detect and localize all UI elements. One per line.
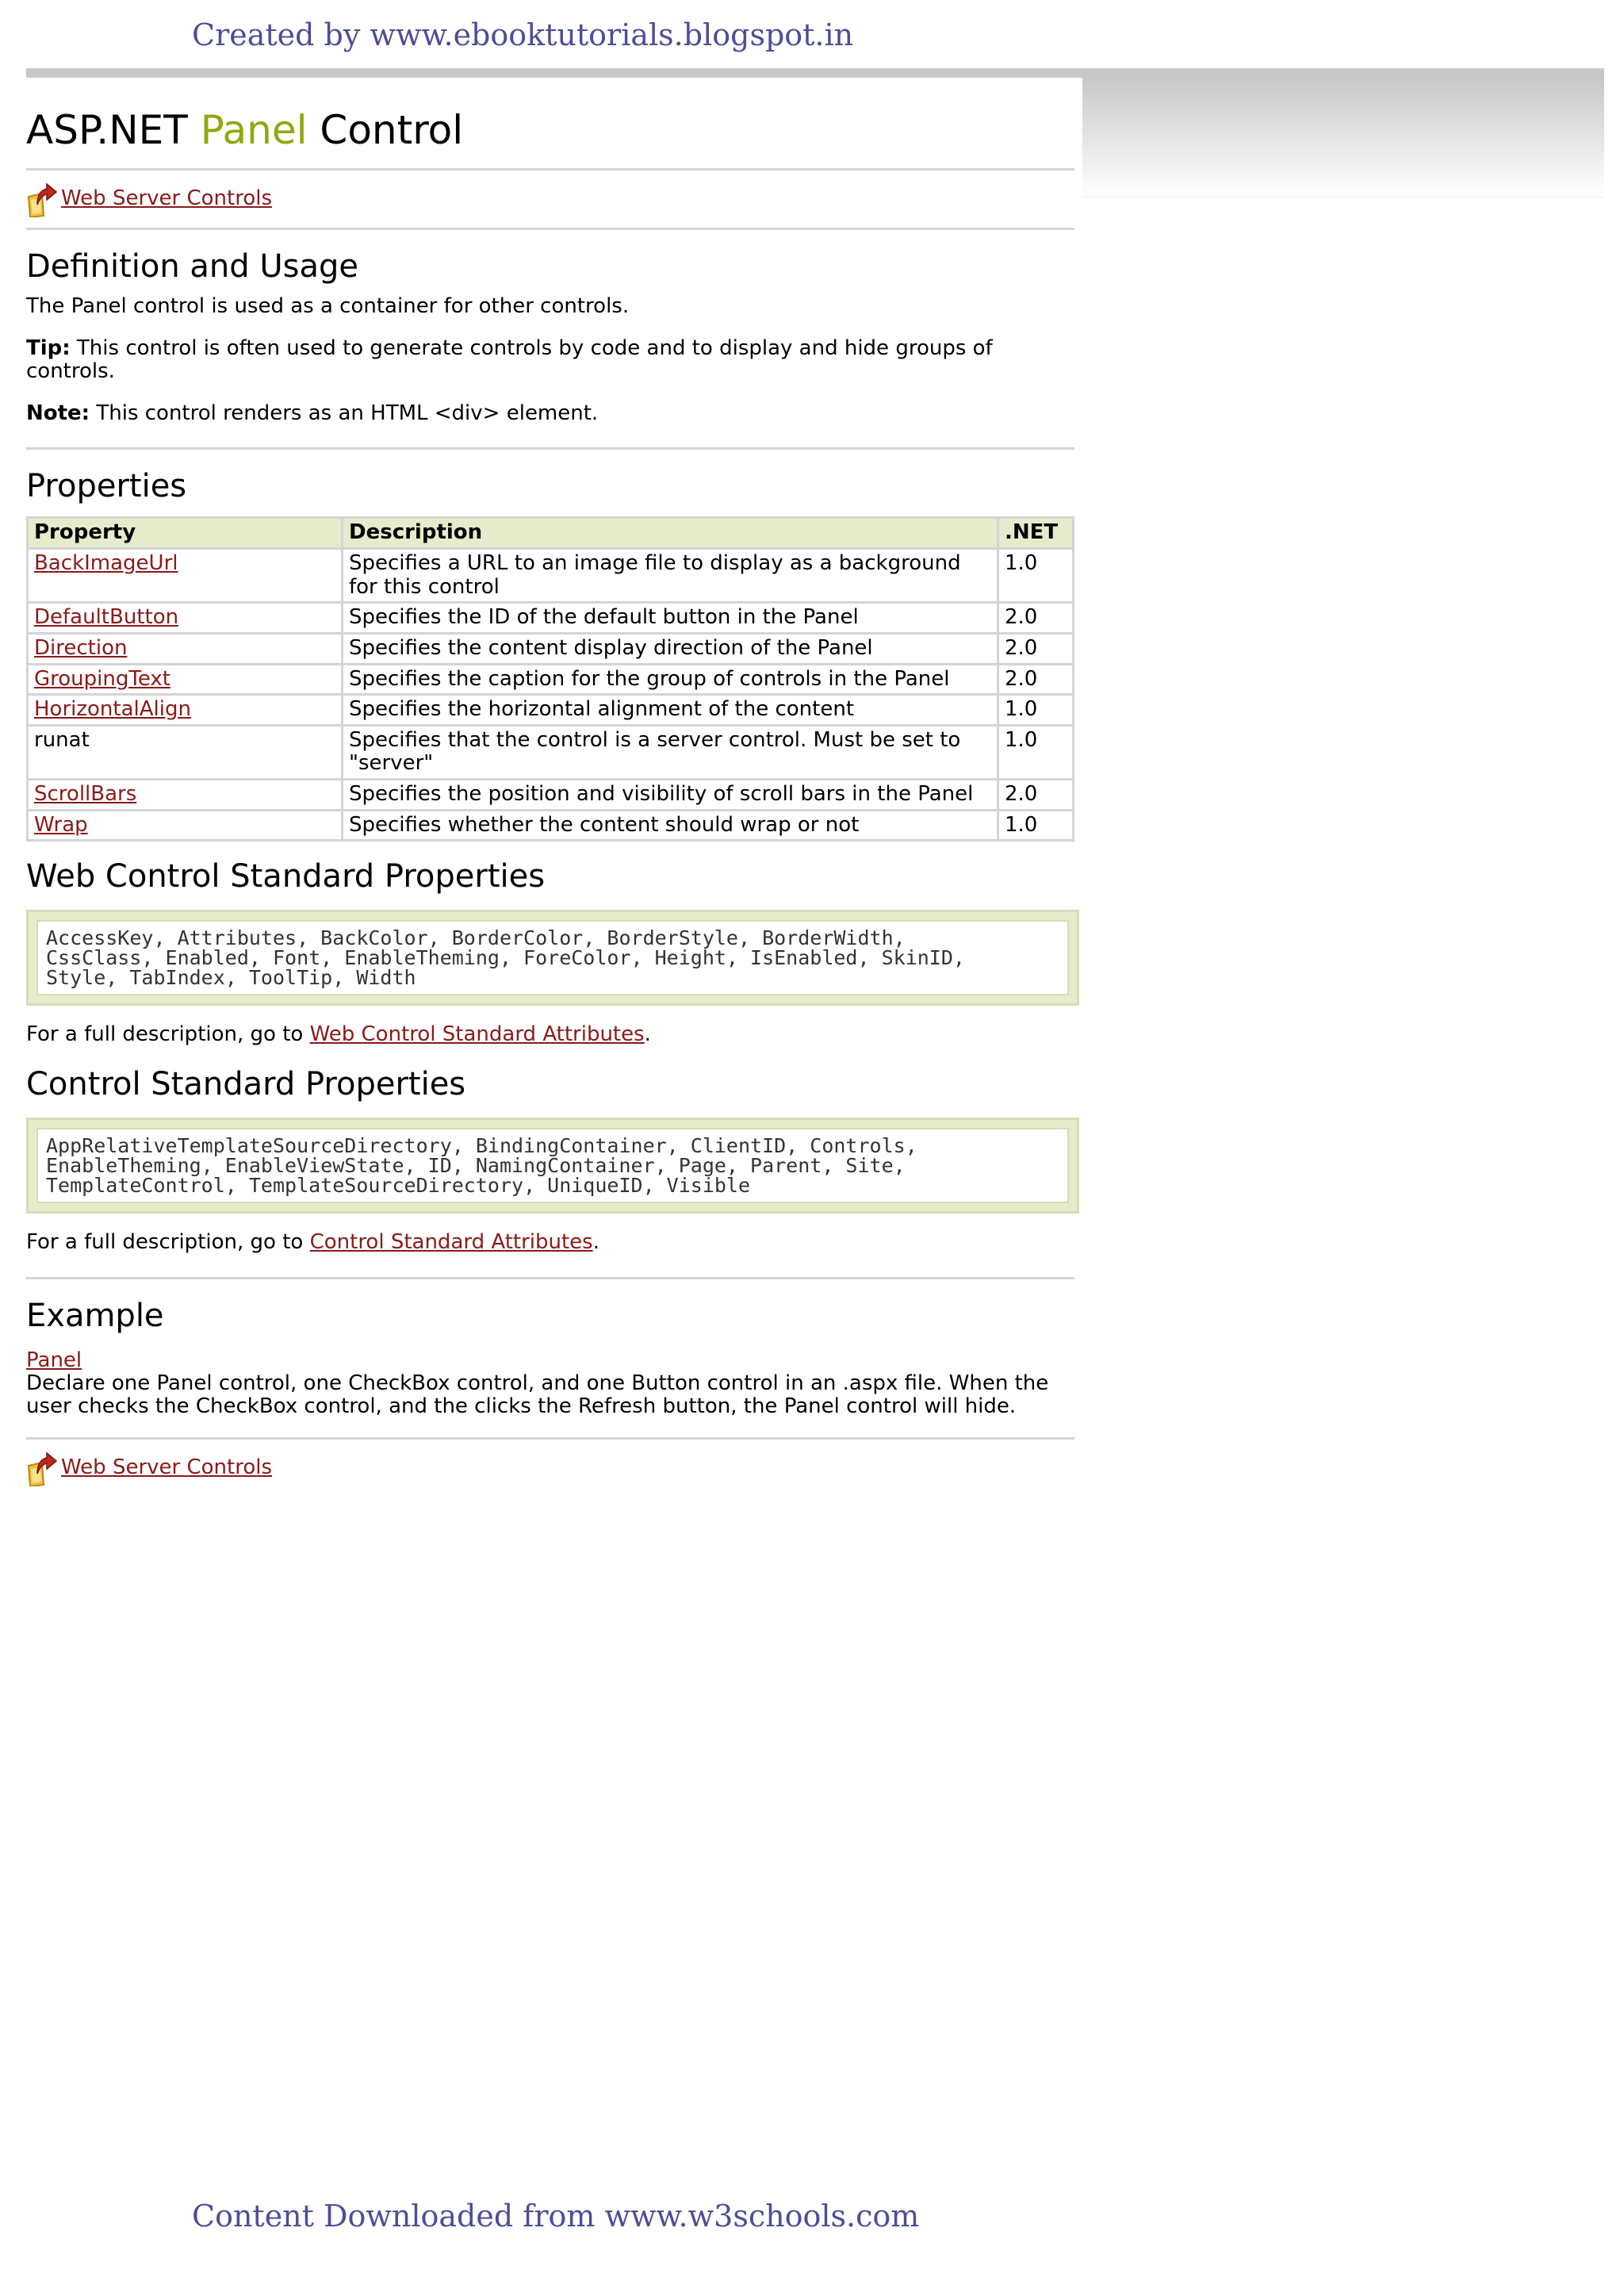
desc-period: . (592, 1230, 599, 1255)
property-description: Specifies a URL to an image file to display as a background for this control (343, 549, 998, 603)
web-server-controls-link-top[interactable]: Web Server Controls (61, 186, 273, 211)
title-suffix: Control (307, 107, 464, 153)
table-row (28, 603, 1074, 634)
example-link-line (26, 1349, 1074, 1372)
properties-table (26, 516, 1074, 842)
table-row (28, 633, 1074, 664)
page-title (26, 106, 1074, 154)
web-server-controls-link-bottom[interactable]: Web Server Controls (61, 1455, 273, 1480)
property-link[interactable]: Wrap (34, 812, 88, 837)
example-heading: Example (26, 1297, 164, 1334)
note-text: This control renders as an HTML <div> element. (90, 401, 599, 426)
header-property: Property (28, 518, 343, 549)
property-net-version: 2.0 (998, 633, 1074, 664)
property-net-version: 1.0 (998, 725, 1074, 779)
web-control-standard-code (36, 920, 1069, 995)
panel-example-link[interactable]: Panel (26, 1348, 82, 1372)
property-description: Specifies whether the content should wrap or not (343, 810, 998, 841)
web-control-standard-desc (26, 1023, 1074, 1046)
top-divider-bar (26, 68, 1604, 78)
table-row (28, 664, 1074, 695)
side-gradient-panel (1082, 78, 1604, 197)
property-name-cell (28, 664, 343, 695)
tip-paragraph (26, 337, 1074, 383)
example-description: Declare one Panel control, one CheckBox control, and one Button control in an .aspx file. When the user checks the CheckBox control, and the clicks the Refresh button, the Panel control will hide. (26, 1371, 1049, 1418)
desc-text: For a full description, go to (26, 1022, 310, 1047)
definition-text: The Panel control is used as a container for other controls. (26, 294, 630, 318)
property-link[interactable]: DefaultButton (34, 605, 179, 630)
title-prefix: ASP.NET (26, 107, 201, 153)
code-line: AppRelativeTemplateSourceDirectory, BindingContainer, ClientID, Controls, (46, 1134, 917, 1158)
property-net-version: 1.0 (998, 695, 1074, 726)
table-row (28, 780, 1074, 811)
property-name-cell (28, 780, 343, 811)
property-name-cell (28, 725, 343, 779)
property-net-version: 2.0 (998, 664, 1074, 695)
desc-text: For a full description, go to (26, 1230, 310, 1255)
property-description: Specifies the caption for the group of controls in the Panel (343, 664, 998, 695)
header-net: .NET (998, 518, 1074, 549)
tip-text: This control is often used to generate controls by code and to display and hide groups of controls. (26, 336, 993, 384)
control-standard-heading: Control Standard Properties (26, 1066, 466, 1103)
property-description: Specifies the ID of the default button in the Panel (343, 603, 998, 634)
property-name-cell (28, 633, 343, 664)
main-content (26, 78, 1074, 1497)
property-net-version: 1.0 (998, 810, 1074, 841)
control-standard-code (36, 1128, 1069, 1203)
property-name-cell (28, 810, 343, 841)
table-row (28, 725, 1074, 779)
control-standard-attributes-link[interactable]: Control Standard Attributes (309, 1230, 593, 1255)
control-standard-desc (26, 1231, 1074, 1254)
web-control-standard-box (26, 910, 1079, 1006)
property-name-cell (28, 603, 343, 634)
up-folder-icon[interactable] (26, 181, 58, 217)
web-control-standard-heading: Web Control Standard Properties (26, 858, 546, 895)
desc-period: . (644, 1022, 651, 1047)
property-link[interactable]: GroupingText (34, 666, 170, 691)
title-accent: Panel (200, 107, 308, 153)
property-description: Specifies the content display direction of the Panel (343, 633, 998, 664)
code-line: EnableTheming, EnableViewState, ID, NamingContainer, Page, Parent, Site, (46, 1154, 906, 1178)
note-label: Note: (26, 401, 90, 426)
up-folder-icon[interactable] (26, 1450, 58, 1486)
properties-heading: Properties (26, 468, 187, 505)
tip-label: Tip: (26, 336, 71, 361)
property-link[interactable]: ScrollBars (34, 782, 137, 807)
property-name-cell (28, 549, 343, 603)
code-line: AccessKey, Attributes, BackColor, BorderColor, BorderStyle, BorderWidth, (46, 926, 906, 950)
nav-bottom (26, 1440, 1074, 1497)
footer-credit: Content Downloaded from www.w3schools.com (192, 2199, 920, 2234)
nav-top (26, 171, 1074, 228)
code-line: Style, TabIndex, ToolTip, Width (46, 966, 416, 990)
property-name: runat (34, 727, 90, 752)
web-control-standard-attributes-link[interactable]: Web Control Standard Attributes (309, 1022, 645, 1047)
property-link[interactable]: HorizontalAlign (34, 697, 191, 722)
note-paragraph (26, 402, 1074, 425)
header-credit: Created by www.ebooktutorials.blogspot.in (192, 17, 854, 52)
property-description: Specifies that the control is a server control. Must be set to "server" (343, 725, 998, 779)
property-link[interactable]: Direction (34, 635, 128, 660)
control-standard-box (26, 1118, 1079, 1214)
property-link[interactable]: BackImageUrl (34, 551, 178, 576)
definition-heading: Definition and Usage (26, 248, 359, 285)
table-row (28, 695, 1074, 726)
code-line: CssClass, Enabled, Font, EnableTheming, ForeColor, Height, IsEnabled, SkinID, (46, 946, 965, 970)
property-name-cell (28, 695, 343, 726)
property-net-version: 2.0 (998, 603, 1074, 634)
property-net-version: 2.0 (998, 780, 1074, 811)
table-row (28, 549, 1074, 603)
property-description: Specifies the position and visibility of scroll bars in the Panel (343, 780, 998, 811)
code-line: TemplateControl, TemplateSourceDirectory, UniqueID, Visible (46, 1174, 751, 1198)
property-net-version: 1.0 (998, 549, 1074, 603)
table-header-row (28, 518, 1074, 549)
table-row (28, 810, 1074, 841)
header-description: Description (343, 518, 998, 549)
property-description: Specifies the horizontal alignment of the content (343, 695, 998, 726)
